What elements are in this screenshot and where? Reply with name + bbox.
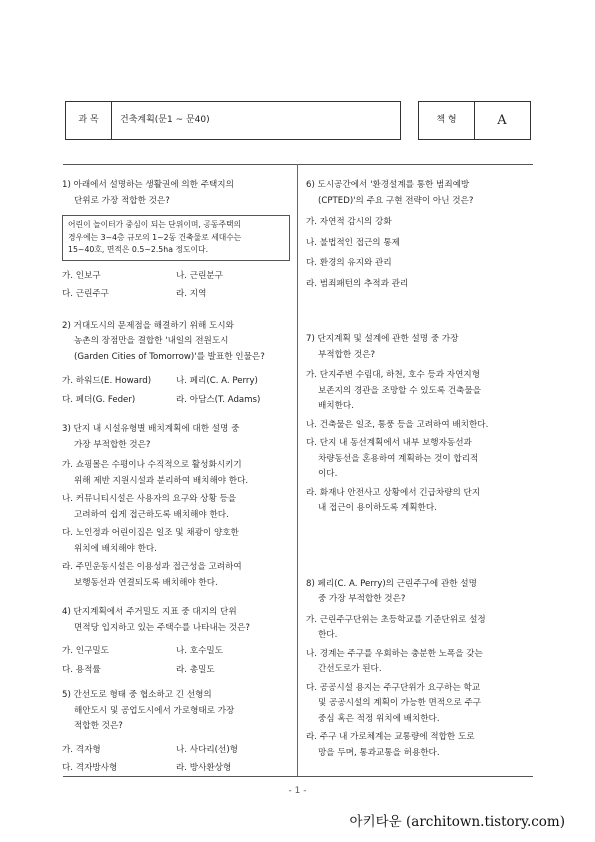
box-line: 경우에는 3~4층 규모의 1~2동 건축물로 세대수는 xyxy=(68,232,242,242)
option-line: 가. 근린주구단위는 초등학교를 기준단위로 설정 xyxy=(306,614,486,625)
question-stem: 부적합한 것은? xyxy=(318,349,376,360)
page-number: - 1 - xyxy=(288,786,307,796)
option-line: 보존지의 경관을 조망할 수 있도록 건축물을 xyxy=(318,385,482,396)
option-line: 배치한다. xyxy=(318,401,354,411)
question-1 xyxy=(62,178,290,303)
question-stem: 면적당 입지하고 있는 주택수를 나타내는 것은? xyxy=(74,622,250,633)
option[interactable] xyxy=(62,560,290,591)
left-column xyxy=(62,178,290,777)
option[interactable] xyxy=(306,436,528,483)
question-stem: 6) 도시공간에서 '환경설계를 통한 범죄예방 xyxy=(306,180,470,190)
type-header-box xyxy=(418,101,531,140)
option[interactable]: 가. 자연적 감시의 강화 xyxy=(306,217,392,227)
column-divider xyxy=(297,164,298,776)
option-line: 및 공공시설의 계획이 가능한 면적으로 주구 xyxy=(318,698,482,708)
options-row xyxy=(62,393,290,409)
option-line: 한다. xyxy=(318,630,338,640)
type-label: 책 형 xyxy=(436,115,457,125)
option[interactable]: 라. 범죄패턴의 추적과 관리 xyxy=(306,278,409,289)
question-box xyxy=(62,215,290,261)
type-value: A xyxy=(497,113,507,128)
option[interactable]: 나. 사다리(선)형 xyxy=(176,744,238,755)
option[interactable]: 다. 페더(G. Feder) xyxy=(62,394,136,405)
option-line: 이다. xyxy=(318,469,338,479)
box-line: 15~40호, 면적은 0.5~2.5ha 정도이다. xyxy=(68,245,209,254)
option-line: 나. 커뮤니티시설은 사용자의 요구와 상황 등을 xyxy=(62,494,237,504)
option-line: 나. 건축물은 일조, 통풍 등을 고려하여 배치한다. xyxy=(306,419,489,430)
option[interactable] xyxy=(306,681,528,728)
option-line: 라. 주구 내 가로체계는 교통량에 적합한 도로 xyxy=(306,732,475,742)
option[interactable]: 라. 방사환상형 xyxy=(176,763,232,773)
option-line: 고려하여 쉽게 접근하도록 배치해야 한다. xyxy=(74,509,229,520)
question-stem: (CPTED)'의 주요 구현 전략이 아닌 것은? xyxy=(318,195,474,206)
option-line: 다. 공공시설 용지는 주구단위가 요구하는 학교 xyxy=(306,682,481,693)
top-rule xyxy=(63,164,533,165)
question-6 xyxy=(306,178,528,292)
option-line: 다. 노인정과 어린이집은 일조 및 채광이 양호한 xyxy=(62,528,239,538)
options-row xyxy=(62,287,290,303)
option[interactable]: 라. 총밀도 xyxy=(176,664,215,675)
option-line: 내 접근이 용이하도록 계획한다. xyxy=(318,503,437,513)
question-stem: 가장 부적합한 것은? xyxy=(74,439,151,450)
option[interactable] xyxy=(306,730,528,761)
option[interactable]: 라. 아담스(T. Adams) xyxy=(176,394,261,405)
option[interactable] xyxy=(306,613,528,644)
question-3 xyxy=(62,422,290,591)
options-row xyxy=(62,663,290,679)
question-4 xyxy=(62,605,290,678)
option[interactable] xyxy=(306,647,528,678)
option-line: 라. 주민운동시설은 이용성과 접근성을 고려하여 xyxy=(62,562,242,572)
option[interactable]: 나. 근린분구 xyxy=(176,270,223,281)
option[interactable]: 가. 격자형 xyxy=(62,744,101,755)
question-stem: 2) 거대도시의 문제점을 해결하기 위해 도시와 xyxy=(62,320,234,331)
option-line: 위해 제반 지원시설과 분리하여 배치해야 한다. xyxy=(74,475,249,486)
option-line: 간선도로가 된다. xyxy=(318,664,382,674)
brand-watermark: 아키타운 (architown.tistory.com) xyxy=(349,814,565,830)
question-stem: 1) 아래에서 설명하는 생활권에 의한 주택지의 xyxy=(62,180,234,190)
option[interactable]: 나. 호수밀도 xyxy=(176,646,223,656)
option[interactable] xyxy=(306,418,528,434)
option-line: 보행동선과 연결되도록 배치해야 한다. xyxy=(74,577,218,588)
subject-label: 과 목 xyxy=(78,115,99,125)
option[interactable] xyxy=(306,368,528,415)
option[interactable]: 라. 지역 xyxy=(176,289,207,299)
option[interactable] xyxy=(62,458,290,489)
option[interactable] xyxy=(62,526,290,557)
option-line: 중심 혹은 적정 위치에 배치한다. xyxy=(318,713,440,724)
options-row xyxy=(62,644,290,660)
option[interactable]: 가. 하워드(E. Howard) xyxy=(62,376,152,386)
question-stem: 7) 단지계획 및 설계에 관한 설명 중 가장 xyxy=(306,334,459,344)
option[interactable]: 다. 용적률 xyxy=(62,664,101,675)
box-line: 어린이 놀이터가 중심이 되는 단위이며, 공동주택의 xyxy=(68,220,242,229)
subject-value: 건축계획(문1 ~ 문40) xyxy=(120,115,210,125)
option-line: 망을 두며, 통과교통을 허용한다. xyxy=(318,747,440,758)
options-row xyxy=(62,269,290,285)
question-stem: (Garden Cities of Tomorrow)'를 발표한 인물은? xyxy=(74,351,265,362)
option-line: 가. 쇼핑몰은 수평이나 수직적으로 활성화시키기 xyxy=(62,460,242,470)
question-stem: 농촌의 장점만을 결합한 '내일의 전원도시 xyxy=(74,336,229,346)
options-row xyxy=(62,761,290,777)
option[interactable]: 다. 환경의 유지와 관리 xyxy=(306,258,392,268)
option[interactable]: 다. 격자방사형 xyxy=(62,763,118,773)
question-stem: 3) 단지 내 시설유형별 배치계획에 대한 설명 중 xyxy=(62,424,240,434)
option[interactable]: 가. 인보구 xyxy=(62,270,101,281)
option-line: 라. 화재나 안전사고 상황에서 긴급차량의 단지 xyxy=(306,487,481,498)
option[interactable]: 나. 불법적인 접근의 통제 xyxy=(306,237,400,248)
question-stem: 해안도시 및 공업도시에서 가로형태로 가장 xyxy=(74,705,235,716)
header-divider xyxy=(111,102,112,139)
question-stem: 8) 페리(C. A. Perry)의 근린주구에 관한 설명 xyxy=(306,578,477,589)
question-8 xyxy=(306,577,528,762)
option-line: 나. 경계는 주구를 우회하는 충분한 노폭을 갖는 xyxy=(306,648,483,659)
option-line: 위치에 배치해야 한다. xyxy=(74,543,157,554)
option-line: 다. 단지 내 동선계획에서 내부 보행자동선과 xyxy=(306,438,472,448)
question-stem: 4) 단지계획에서 주거밀도 지표 중 대지의 단위 xyxy=(62,607,237,617)
option[interactable]: 다. 근린주구 xyxy=(62,289,109,299)
options-row xyxy=(62,743,290,759)
subject-header-box xyxy=(65,101,401,140)
option-line: 차량동선을 혼용하여 계획하는 것이 합리적 xyxy=(318,453,479,464)
question-5 xyxy=(62,688,290,777)
question-stem: 5) 간선도로 형태 중 협소하고 긴 선형의 xyxy=(62,690,212,700)
question-2 xyxy=(62,319,290,409)
options-row xyxy=(62,374,290,390)
option[interactable] xyxy=(306,486,528,517)
question-stem: 중 가장 부적합한 것은? xyxy=(318,594,406,604)
question-stem: 단위로 가장 적합한 것은? xyxy=(74,195,170,206)
option[interactable]: 나. 페리(C. A. Perry) xyxy=(176,376,258,386)
right-column xyxy=(306,178,528,761)
option-line: 가. 단지주변 수림대, 하천, 호수 등과 자연지형 xyxy=(306,370,481,380)
option[interactable] xyxy=(62,492,290,523)
question-7 xyxy=(306,332,528,517)
question-stem: 적합한 것은? xyxy=(74,721,123,731)
option[interactable]: 가. 인구밀도 xyxy=(62,646,109,656)
